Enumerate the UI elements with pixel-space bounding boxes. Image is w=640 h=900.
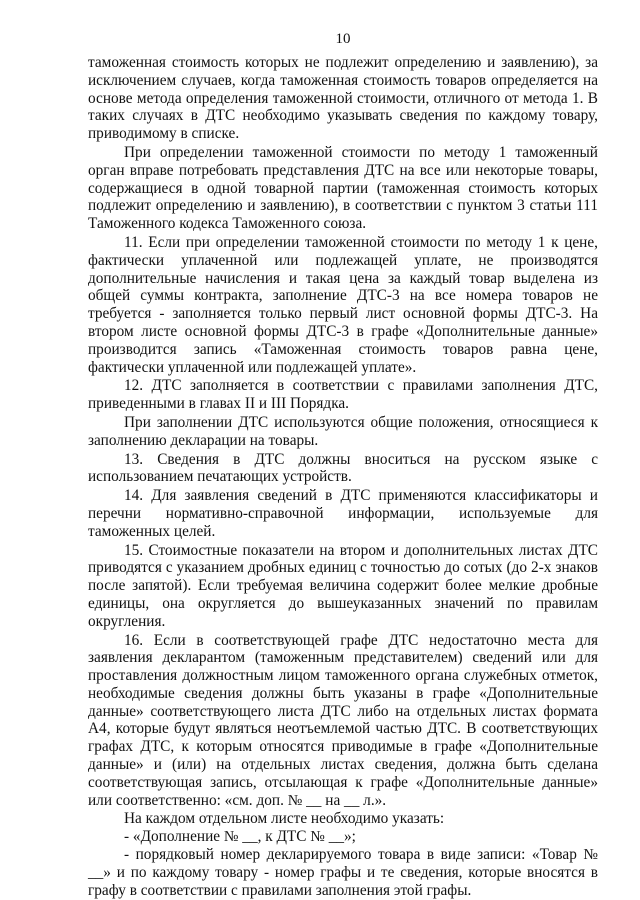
paragraph-item-13: 13. Сведения в ДТС должны вноситься на русском языке с использованием печатающих устройств.	[88, 450, 598, 486]
list-item-goods-number: - порядковый номер декларируемого товара в виде записи: «Товар № __» и по каждому товару - номер графы и те сведения, которые вносятся в графу в соответствии с правилами заполнения этой графы.	[88, 846, 598, 899]
paragraph-continuation: таможенная стоимость которых не подлежит определению и заявлению), за исключением случаев, когда таможенная стоимость товаров определяется на основе метода определения таможенной стоимости, отличного от метода 1. В таких случаях в ДТС необходимо указывать сведения по каждому товару, приводимому в списке.	[88, 54, 598, 143]
paragraph-general-provisions: При заполнении ДТС используются общие положения, относящиеся к заполнению декларации на товары.	[88, 413, 598, 449]
paragraph-item-12: 12. ДТС заполняется в соответствии с правилами заполнения ДТС, приведенными в главах II и III Порядка.	[88, 377, 598, 413]
paragraph-item-14: 14. Для заявления сведений в ДТС применяются классификаторы и перечни нормативно-справочной информации, используемые для таможенных целей.	[88, 487, 598, 540]
document-page	[88, 30, 598, 899]
paragraph-item-15: 15. Стоимостные показатели на втором и дополнительных листах ДТС приводятся с указанием дробных единиц с точностью до сотых (до 2-х знаков после запятой). Если требуемая величина содержит более мелкие дробные единицы, она округляется до вышеуказанных значений по правилам округления.	[88, 541, 598, 630]
paragraph-method-1: При определении таможенной стоимости по методу 1 таможенный орган вправе потребовать представления ДТС на все или некоторые товары, содержащиеся в одной товарной партии (таможенная стоимость которых подлежит определению и заявлению), в соответствии с пунктом 3 статьи 111 Таможенного кодекса Таможенного союза.	[88, 143, 598, 233]
paragraph-each-sheet: На каждом отдельном листе необходимо указать:	[124, 810, 445, 828]
list-item-supplement: - «Дополнение № __, к ДТС № __»;	[124, 828, 356, 846]
paragraph-item-16: 16. Если в соответствующей графе ДТС недостаточно места для заявления декларантом (таможенным представителем) сведений или для проставления должностным лицом таможенного органа служебных отметок, необходимые сведения должны быть указаны в графе «Дополнительные данные» соответствующего листа ДТС либо на отдельных листах формата А4, которые будут являться неотъемлемой частью ДТС. В соответствующих графах ДТС, к которым относятся приводимые в графе «Дополнительные данные» и (или) на отдельных листах сведения, должна быть сделана соответствующая запись, отсылающая к графе «Дополнительные данные» или соответственно: «см. доп. № __ на __ л.».	[88, 631, 598, 809]
paragraph-item-11: 11. Если при определении таможенной стоимости по методу 1 к цене, фактически уплаченной или подлежащей уплате, не производятся дополнительные начисления и такая цена за каждый товар выделена из общей суммы контракта, заполнение ДТС-3 на все номера товаров не требуется - заполняется только первый лист основной формы ДТС-3. На втором листе основной формы ДТС-3 в графе «Дополнительные данные» производится запись «Таможенная стоимость товаров равна цене, фактически уплаченной или подлежащей уплате».	[88, 233, 598, 376]
page-number: 10	[335, 31, 351, 47]
